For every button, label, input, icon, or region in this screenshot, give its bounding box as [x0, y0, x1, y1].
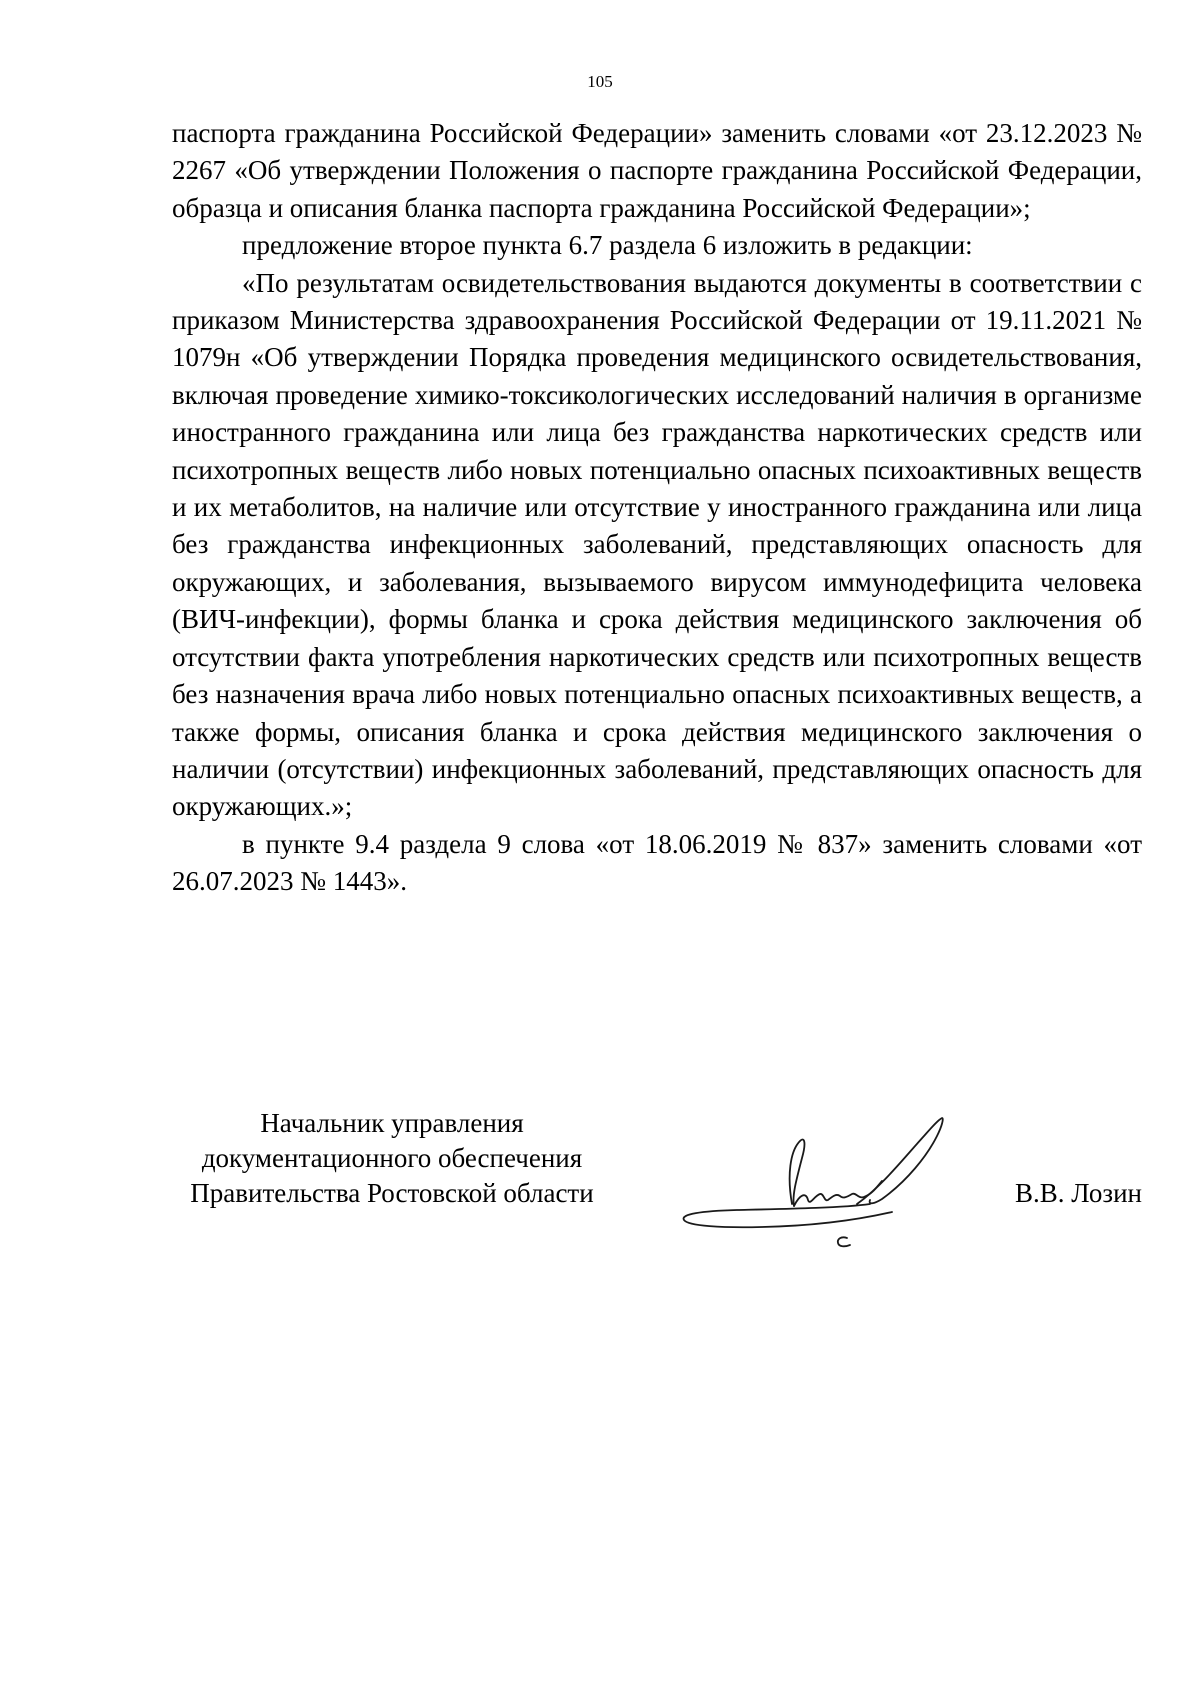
signatory-position — [172, 1106, 612, 1211]
paragraph-1: паспорта гражданина Российской Федерации» заменить словами «от 23.12.2023 № 2267 «Об утверждении Положения о паспорте гражданина Российской Федерации, образца и описания бланка паспорта гражданина Российской Федерации»; — [172, 118, 1142, 223]
signatory-position-line-2: документационного обеспечения — [201, 1143, 583, 1173]
signatory-position-line-1: Начальник управления — [260, 1108, 524, 1138]
page-number: 105 — [587, 72, 613, 91]
signatory-position-line-3: Правительства Ростовской области — [190, 1178, 594, 1208]
handwritten-signature — [642, 1096, 982, 1266]
signatory-name: В.В. Лозин — [1015, 1178, 1142, 1208]
document-body — [172, 115, 1142, 901]
paragraph-2: предложение второе пункта 6.7 раздела 6 изложить в редакции: — [242, 230, 973, 261]
paragraph-4: в пункте 9.4 раздела 9 слова «от 18.06.2019 № 837» заменить словами «от 26.07.2023 № 1443». — [172, 828, 1142, 897]
signature-block — [172, 1106, 1142, 1266]
paragraph-3: «По результатам освидетельствования выдаются документы в соответствии с приказом Министерства здравоохранения Российской Федерации от 19.11.2021 № 1079н «Об утверждении Порядка проведения медицинского освидетельствования, включая проведение химико-токсикологических исследований наличия в организме иностранного гражданина или лица без гражданства наркотических средств или психотропных веществ либо новых потенциально опасных психоактивных веществ и их метаболитов, на наличие или отсутствие у иностранного гражданина или лица без гражданства инфекционных заболеваний, представляющих опасность для окружающих, и заболевания, вызываемого вирусом иммунодефицита человека (ВИЧ-инфекции), формы бланка и срока действия медицинского заключения об отсутствии факта употребления наркотических средств или психотропных веществ без назначения врача либо новых потенциально опасных психоактивных веществ, а также формы, описания бланка и срока действия медицинского заключения о наличии (отсутствии) инфекционных заболеваний, представляющих опасность для окружающих.»; — [172, 267, 1142, 822]
